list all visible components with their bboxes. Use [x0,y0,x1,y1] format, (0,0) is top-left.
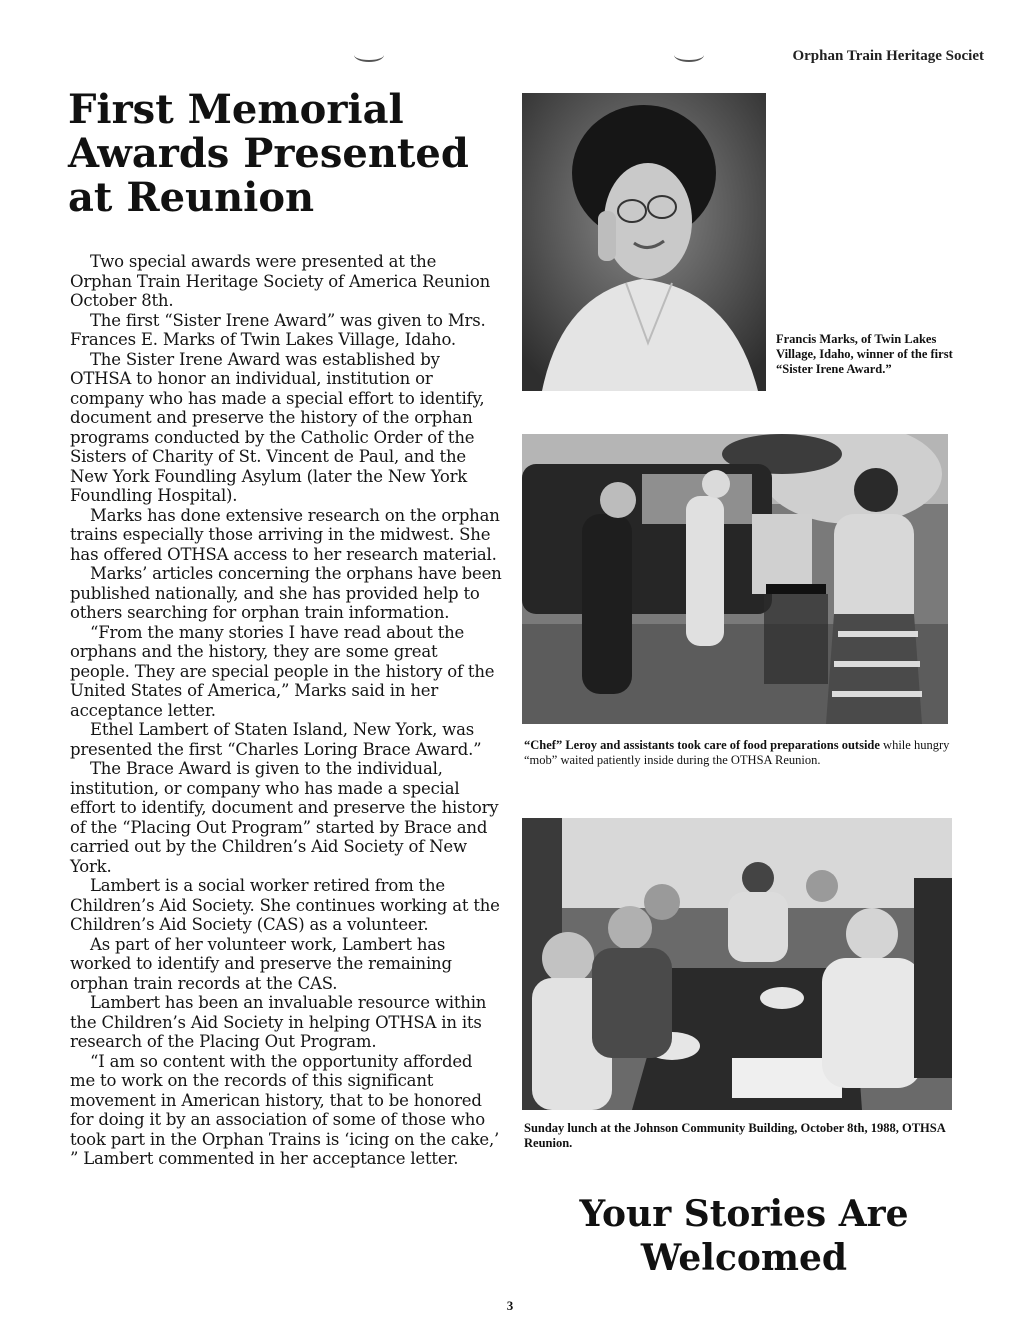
article-paragraph: Two special awards were presented at the Orphan Train Heritage Society of America Reunion October 8th. [70,252,491,310]
cookout-caption-rest: while hungry “mob” waited patiently inside during the OTHSA Reunion. [524,738,950,767]
headline [68,88,508,220]
lunch-caption [524,1121,964,1151]
headline-line: at Reunion [68,174,315,221]
article-paragraph: “I am so content with the opportunity afforded me to work on the records of this significant movement in American history, that to be honored for doing it by an association of some of those who took part in the Orphan Trains is ‘icing on the cake,’ ” Lambert commented in her acceptance letter. [70,1051,500,1168]
article-paragraph: Lambert has been an invaluable resource within the Children’s Aid Society in helping OTHSA in its research of the Placing Out Program. [70,993,487,1051]
article-paragraph: Ethel Lambert of Staten Island, New York, was presented the first “Charles Loring Brace Award.” [70,720,482,759]
article-body [70,252,502,1169]
portrait-caption-text: Francis Marks, of Twin Lakes Village, Idaho, winner of the first “Sister Irene Award.” [776,332,953,376]
publication-name: Orphan Train Heritage Societ [792,48,984,64]
article-paragraph: The Brace Award is given to the individual, institution, or company who has made a special effort to identify, document and preserve the history of the “Placing Out Program” started by Brace and carried out by the Children’s Aid Society of New York. [70,759,499,876]
cookout-caption-lead: “Chef” Leroy and assistants took care of food preparations outside [524,738,880,752]
page-number: 3 [506,1298,514,1313]
article-paragraph: The first “Sister Irene Award” was given to Mrs. Frances E. Marks of Twin Lakes Village, Idaho. [70,310,486,349]
punch-hole-mark-right [674,48,704,62]
article-paragraph: As part of her volunteer work, Lambert has worked to identify and preserve the remaining orphan train records at the CAS. [70,934,452,993]
headline-line: Awards Presented [68,130,469,177]
lunch-photo [522,818,952,1110]
portrait-photo [522,93,766,391]
welcome-line: Welcomed [640,1237,848,1279]
cookout-caption [524,738,964,768]
welcome-line: Your Stories Are [579,1193,909,1235]
portrait-caption [776,332,976,377]
lunch-caption-text: Sunday lunch at the Johnson Community Building, October 8th, 1988, OTHSA Reunion. [524,1121,946,1150]
headline-line: First Memorial [68,86,404,133]
article-paragraph: Marks’ articles concerning the orphans have been published nationally, and she has provided help to others searching for orphan train information. [70,564,502,622]
punch-hole-mark-left [354,48,384,62]
cookout-photo [522,434,948,724]
stories-welcome-heading [548,1192,940,1280]
article-paragraph: The Sister Irene Award was established by OTHSA to honor an individual, institution or company who has made a special effort to identify, document and preserve the history of the orphan programs conducted by the Catholic Order of the Sisters of Charity of St. Vincent de Paul, and the New York Foundling Asylum (later the New York Foundling Hospital). [70,349,485,505]
article-paragraph: Marks has done extensive research on the orphan trains especially those arriving in the midwest. She has offered OTHSA access to her research material. [70,505,500,564]
article-paragraph: “From the many stories I have read about the orphans and the history, they are some great people. They are special people in the history of the United States of America,” Marks said in her acceptance letter. [70,622,495,720]
article-paragraph: Lambert is a social worker retired from the Children’s Aid Society. She continues working at the Children’s Aid Society (CAS) as a volunteer. [70,876,500,934]
